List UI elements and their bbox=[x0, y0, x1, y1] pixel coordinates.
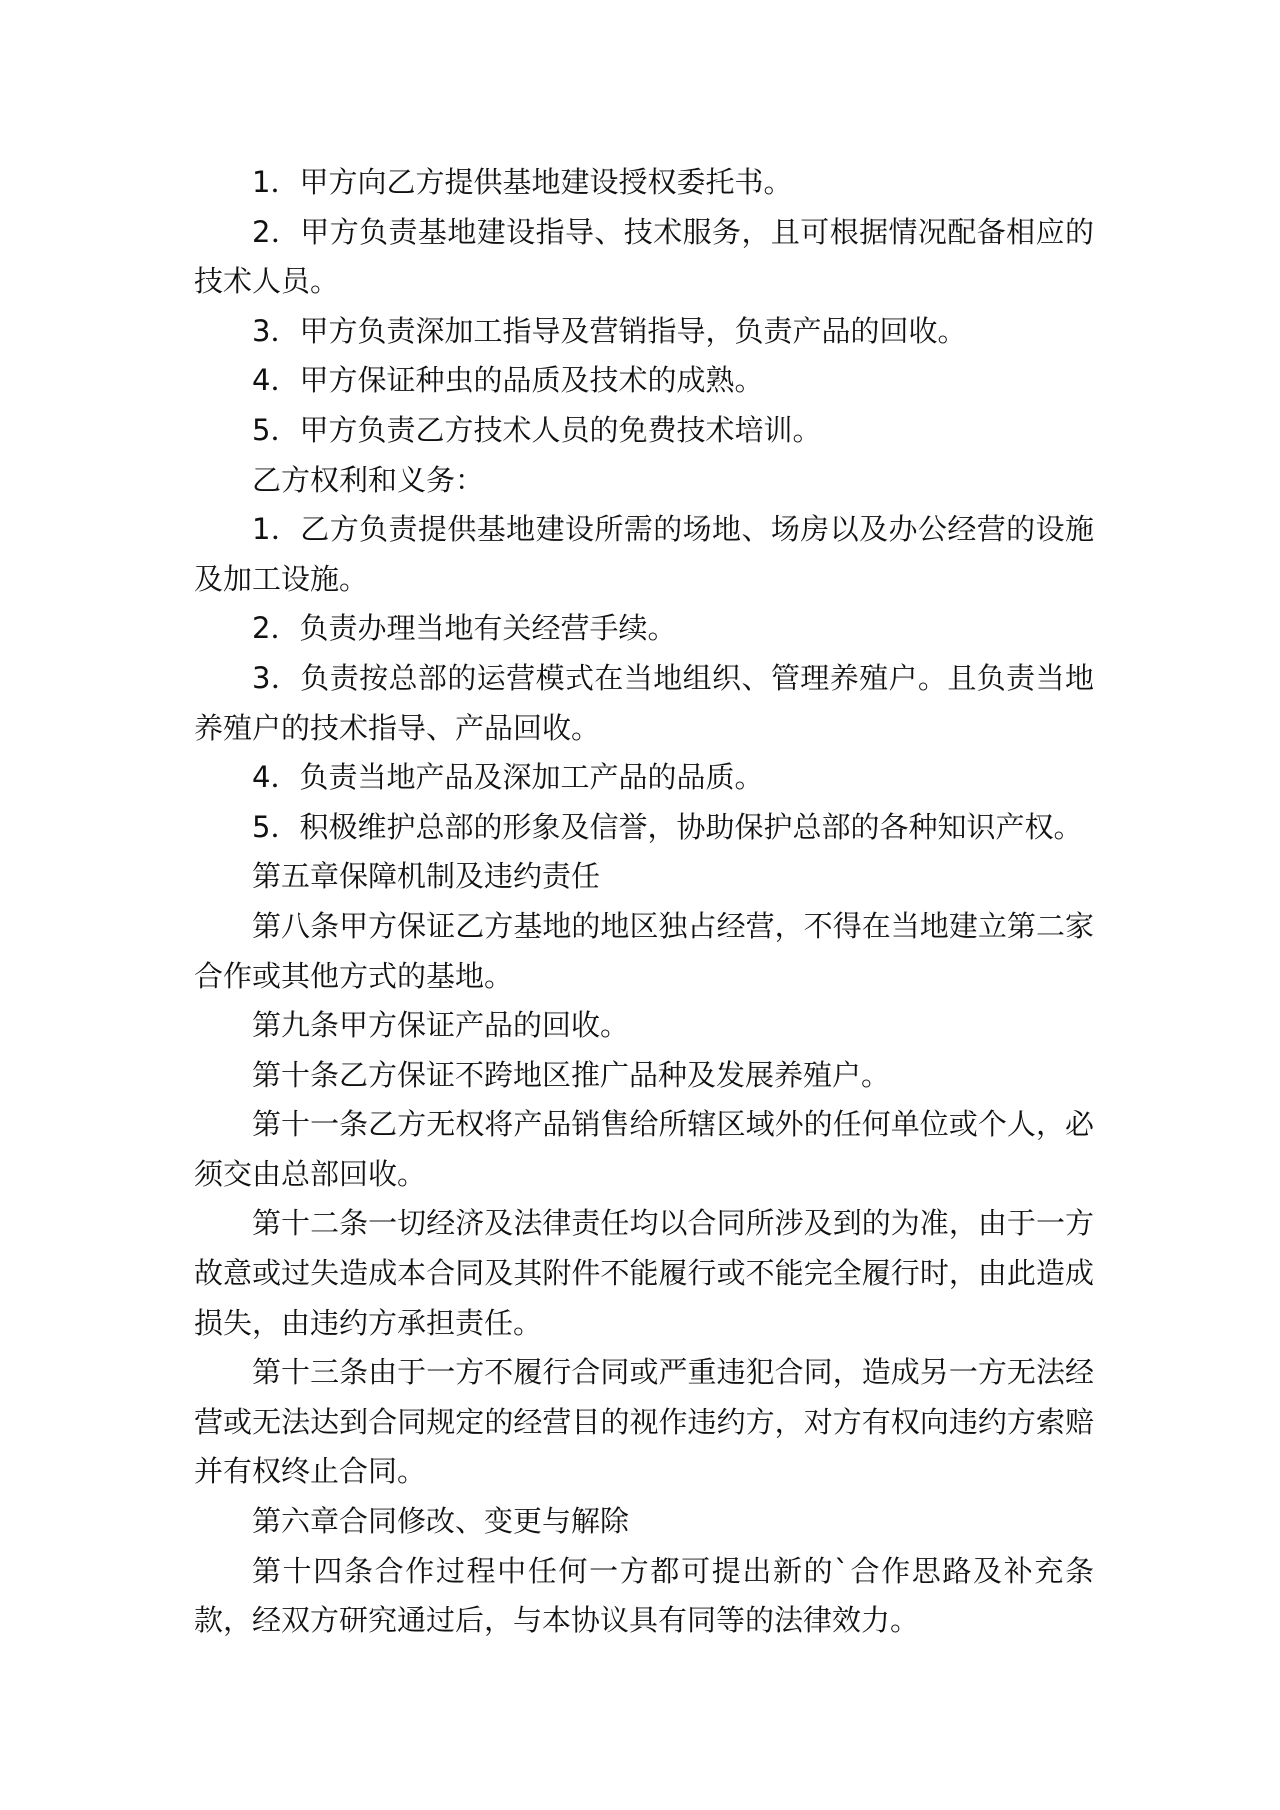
paragraph-party-a-item-5: 5．甲方负责乙方技术人员的免费技术培训。 bbox=[252, 412, 822, 447]
article-12: 第十二条一切经济及法律责任均以合同所涉及到的为准，由于一方故意或过失造成本合同及其附件不能履行或不能完全履行时，由此造成损失，由违约方承担责任。 bbox=[194, 1206, 1094, 1340]
document-body bbox=[194, 158, 1094, 1646]
chapter-heading-5: 第五章保障机制及违约责任 bbox=[252, 859, 601, 894]
paragraph-party-b-item-3: 3．负责按总部的运营模式在当地组织、管理养殖户。且负责当地养殖户的技术指导、产品回收。 bbox=[194, 660, 1094, 745]
article-13: 第十三条由于一方不履行合同或严重违犯合同，造成另一方无法经营或无法达到合同规定的经营目的视作违约方，对方有权向违约方索赔并有权终止合同。 bbox=[194, 1355, 1094, 1489]
paragraph-party-a-item-3: 3．甲方负责深加工指导及营销指导，负责产品的回收。 bbox=[252, 313, 967, 348]
paragraph-party-a-item-4: 4．甲方保证种虫的品质及技术的成熟。 bbox=[252, 363, 764, 398]
article-14: 第十四条合作过程中任何一方都可提出新的`合作思路及补充条款，经双方研究通过后，与本协议具有同等的法律效力。 bbox=[194, 1553, 1094, 1638]
paragraph-party-b-item-4: 4．负责当地产品及深加工产品的品质。 bbox=[252, 760, 764, 795]
article-9: 第九条甲方保证产品的回收。 bbox=[252, 1008, 630, 1043]
paragraph-party-b-item-1: 1．乙方负责提供基地建设所需的场地、场房以及办公经营的设施及加工设施。 bbox=[194, 512, 1094, 596]
paragraph-party-b-item-5: 5．积极维护总部的形象及信誉，协助保护总部的各种知识产权。 bbox=[252, 809, 1083, 844]
article-10: 第十条乙方保证不跨地区推广品种及发展养殖户。 bbox=[252, 1057, 891, 1092]
article-11: 第十一条乙方无权将产品销售给所辖区域外的任何单位或个人，必须交由总部回收。 bbox=[194, 1107, 1094, 1191]
paragraph-party-b-item-2: 2．负责办理当地有关经营手续。 bbox=[252, 611, 677, 646]
section-heading-party-b-rights: 乙方权利和义务： bbox=[252, 462, 485, 497]
chapter-heading-6: 第六章合同修改、变更与解除 bbox=[252, 1504, 630, 1539]
paragraph-party-a-item-1: 1．甲方向乙方提供基地建设授权委托书。 bbox=[252, 165, 793, 199]
article-8: 第八条甲方保证乙方基地的地区独占经营，不得在当地建立第二家合作或其他方式的基地。 bbox=[194, 908, 1094, 993]
paragraph-party-a-item-2: 2．甲方负责基地建设指导、技术服务，且可根据情况配备相应的技术人员。 bbox=[194, 214, 1094, 299]
